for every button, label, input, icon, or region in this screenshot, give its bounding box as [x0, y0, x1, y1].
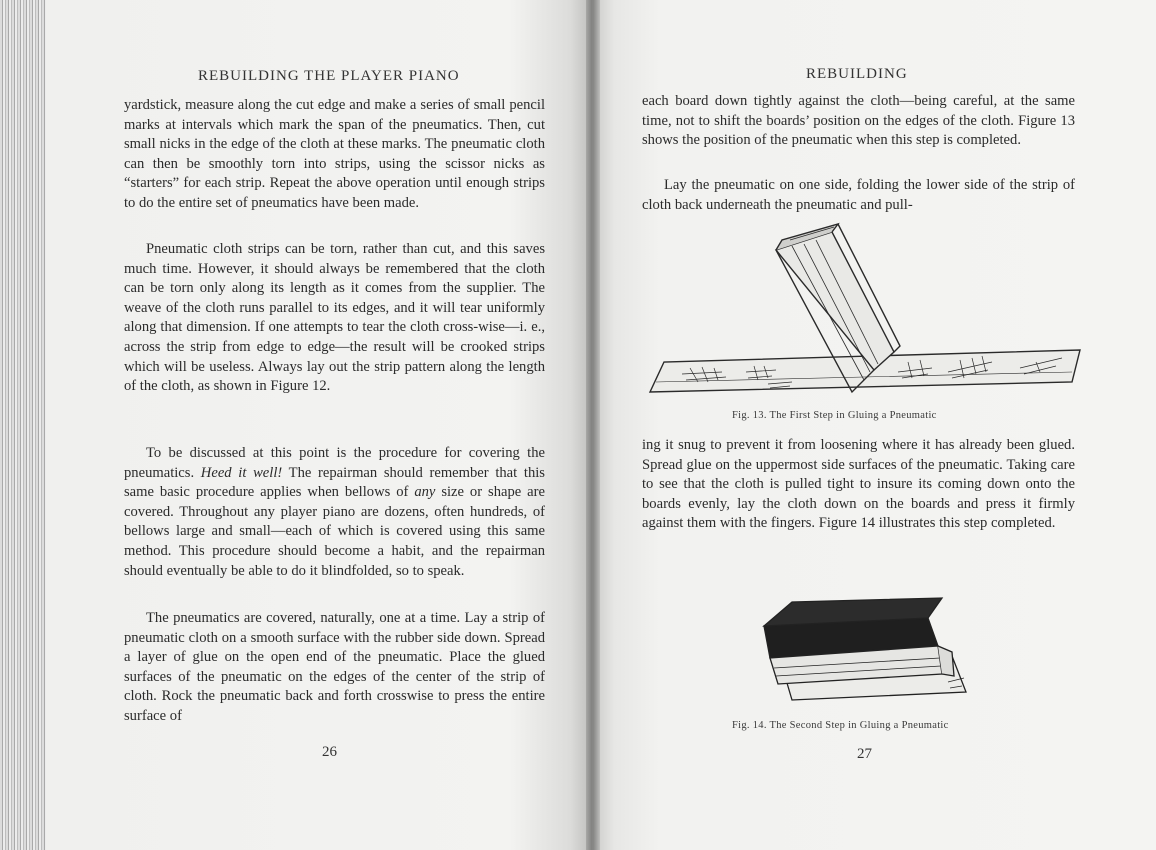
right-page-number: 27 [857, 746, 872, 762]
figure-13-illustration [642, 222, 1082, 404]
right-paragraph-2: Lay the pneumatic on one side, folding the lower side of the strip of cloth back underneath the pneumatic and pull- [642, 177, 1075, 213]
paragraph-text: size or shape are covered. Throughout any player piano are dozens, often hundreds, of bellows large and small—each of which is covered using this same method. This procedure should become a habit, and the repairman should eventually be able to do it blindfolded, so to speak. [124, 484, 545, 579]
left-paragraph-3 [124, 444, 545, 581]
left-paragraph-1: yardstick, measure along the cut edge and make a series of small pencil marks at intervals which mark the span of the pneumatics. Then, cut small nicks in the edge of the cloth at these marks. The pneumatic cloth can then be smoothly torn into strips, using the scissor nicks as “starters” for each strip. Repeat the above operation until enough strips to do the entire set of pneumatics have been made. [124, 97, 545, 211]
emphasis-any: any [414, 484, 436, 501]
left-page-number: 26 [322, 744, 337, 760]
paragraph-text: To be discussed at this point is the procedure for covering the pneumatics. [124, 445, 545, 481]
page-edges [0, 0, 46, 850]
left-running-head: REBUILDING THE PLAYER PIANO [198, 68, 460, 84]
right-paragraph-1: each board down tightly against the cloth—being careful, at the same time, not to shift the boards’ position on the edges of the cloth. Figure 13 shows the position of the pneumatic when this step is completed. [642, 93, 1075, 149]
right-paragraph-3: ing it snug to prevent it from loosening where it has already been glued. Spread glue on the uppermost side surfaces of the pneumatic. Taking care to see that the cloth is pulled tight to insure its coming down onto the boards evenly, lay the cloth down on the boards and press it firmly against them with the fingers. Figure 14 illustrates this step completed. [642, 437, 1075, 532]
right-running-head: REBUILDING [806, 66, 908, 82]
figure-14-caption: Fig. 14. The Second Step in Gluing a Pneumatic [732, 720, 949, 731]
left-paragraph-4: The pneumatics are covered, naturally, one at a time. Lay a strip of pneumatic cloth on a smooth surface with the rubber side down. Spread a layer of glue on the open end of the pneumatic. Place the glued surfaces of the pneumatic on the edges of the center of the strip of cloth. Rock the pneumatic back and forth crosswise to press the entire surface of [124, 610, 545, 724]
gutter-shadow [586, 0, 600, 850]
figure-14-illustration [752, 596, 982, 706]
figure-13-caption: Fig. 13. The First Step in Gluing a Pneumatic [732, 410, 937, 421]
left-paragraph-2: Pneumatic cloth strips can be torn, rather than cut, and this saves much time. However, it should always be remembered that the cloth can be torn only along its length as it comes from the supplier. The weave of the cloth runs parallel to its edges, and it will tear uniformly along that dimension. If one attempts to tear the cloth cross-wise—i. e., across the strip from edge to edge—the result will be crooked strips which will be useless. Always lay out the strip pattern along the length of the cloth, as shown in Figure 12. [124, 241, 545, 395]
left-page [46, 0, 592, 850]
emphasis-heed: Heed it well! [200, 464, 283, 481]
paragraph-text: The repairman should remember that this same basic procedure applies when bellows of [124, 464, 545, 501]
right-page [592, 0, 1156, 850]
